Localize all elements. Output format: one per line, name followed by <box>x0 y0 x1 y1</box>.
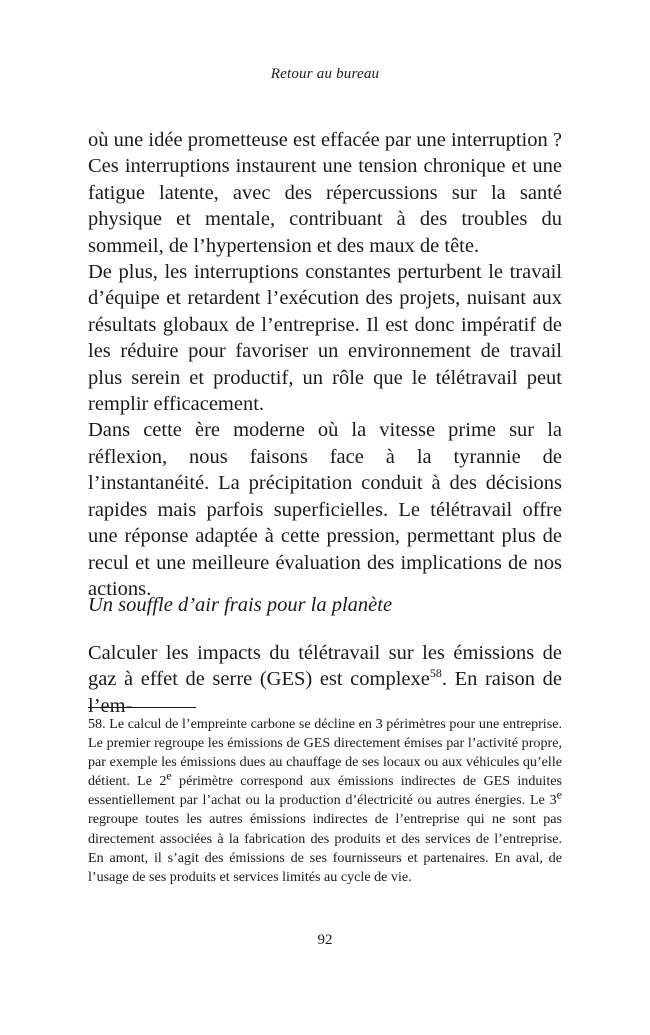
footnote-divider <box>88 707 196 708</box>
footnote-ref[interactable]: 58 <box>429 666 442 681</box>
main-text <box>88 127 562 602</box>
section-title: Un souffle d’air frais pour la planète <box>88 594 393 616</box>
paragraph: Dans cette ère moderne où la vitesse prime sur la réflexion, nous faisons face à la tyrannie de l’instantanéité. La précipitation conduit à des décisions rapides mais parfois superficielles. Le télétravail offre une réponse adaptée à cette pression, permettant plus de recul et une meilleure évaluation des implications de nos actions. <box>88 419 562 600</box>
ordinal-sup: e <box>166 768 172 783</box>
footnote-text <box>88 715 562 887</box>
paragraph-text: Calculer les impacts du télétravail sur les émissions de gaz à effet de serre (GES) est complexe <box>88 642 562 691</box>
paragraph: où une idée prometteuse est effacée par une interruption ? Ces interruptions instaurent une tension chronique et une fatigue latente, avec des répercussions sur la santé physique et mentale, contribuant à des troubles du sommeil, de l’hypertension et des maux de tête. <box>88 129 562 257</box>
ordinal-sup: e <box>556 787 562 802</box>
paragraph-text-end: . En raison de l’em- <box>88 668 562 717</box>
paragraph: De plus, les interruptions constantes perturbent le travail d’équipe et retardent l’exécution des projets, nuisant aux résultats globaux de l’entreprise. Il est donc impératif de les réduire pour favoriser un environnement de travail plus serein et productif, un rôle que le télétravail peut remplir efficacement. <box>88 261 562 416</box>
footnote-text-part: regroupe toutes les autres émissions indirectes de l’entreprise qui ne sont pas directement associées à la fabrication des produits et des services de l’entreprise. En amont, il s’agit des émissions de ses fournisseurs et partenaires. En aval, de l’usage de ses produits et services limités au cycle de vie. <box>88 811 562 885</box>
page-number: 92 <box>317 932 333 948</box>
footnote <box>88 715 562 887</box>
running-head: Retour au bureau <box>270 66 380 82</box>
footnote-text-part: périmètre correspond aux émissions indirectes de GES induites essentiellement par l’achat ou la production d’électricité ou autres énergies. Le 3 <box>88 773 562 809</box>
footnote-text-part: 58. Le calcul de l’empreinte carbone se décline en 3 périmètres pour une entreprise. Le premier regroupe les émissions de GES directement émises par l’activité propre, par exemple les émissions dues au chauffage de ses locaux ou aux véhicules qu’elle détient. Le 2 <box>88 716 562 790</box>
